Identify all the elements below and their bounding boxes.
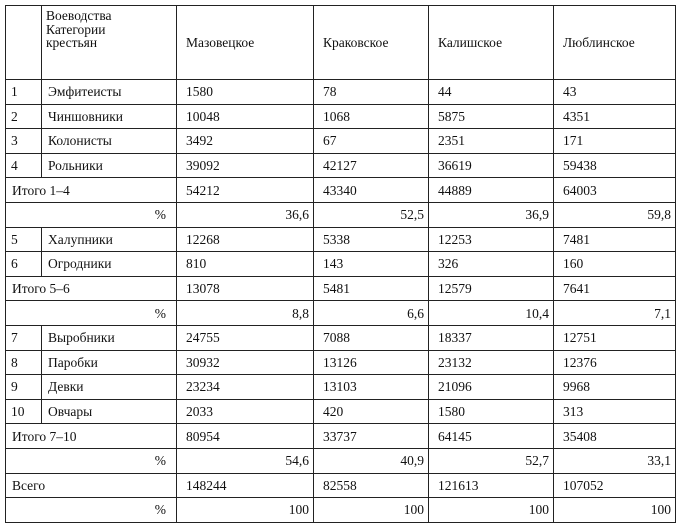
value-cell: 4351 bbox=[554, 104, 676, 129]
value-cell: 12253 bbox=[429, 227, 554, 252]
percent-value-cell: 36,6 bbox=[177, 202, 314, 227]
header-category-cell bbox=[42, 6, 177, 80]
table-row bbox=[6, 80, 676, 105]
value-cell: 2033 bbox=[177, 399, 314, 424]
total-value-cell: 80954 bbox=[177, 424, 314, 449]
value-cell: 23234 bbox=[177, 375, 314, 400]
percent-row bbox=[6, 498, 676, 523]
table-row bbox=[6, 375, 676, 400]
value-cell: 12268 bbox=[177, 227, 314, 252]
category-name: Овчары bbox=[42, 399, 177, 424]
total-value-cell: 44889 bbox=[429, 178, 554, 203]
value-cell: 420 bbox=[314, 399, 429, 424]
percent-value-cell: 52,5 bbox=[314, 202, 429, 227]
category-name: Огродники bbox=[42, 252, 177, 277]
table-body bbox=[6, 80, 676, 523]
value-cell: 5875 bbox=[429, 104, 554, 129]
total-value-cell: 148244 bbox=[177, 473, 314, 498]
value-cell: 44 bbox=[429, 80, 554, 105]
row-number: 8 bbox=[6, 350, 42, 375]
table-row bbox=[6, 325, 676, 350]
percent-value-cell: 7,1 bbox=[554, 301, 676, 326]
value-cell: 39092 bbox=[177, 153, 314, 178]
total-value-cell: 35408 bbox=[554, 424, 676, 449]
total-value-cell: 43340 bbox=[314, 178, 429, 203]
value-cell: 43 bbox=[554, 80, 676, 105]
value-cell: 171 bbox=[554, 129, 676, 154]
value-cell: 10048 bbox=[177, 104, 314, 129]
total-value-cell: 64003 bbox=[554, 178, 676, 203]
percent-value-cell: 52,7 bbox=[429, 448, 554, 473]
value-cell: 313 bbox=[554, 399, 676, 424]
value-cell: 2351 bbox=[429, 129, 554, 154]
table-row bbox=[6, 104, 676, 129]
subtotal-row bbox=[6, 473, 676, 498]
table-row bbox=[6, 252, 676, 277]
total-value-cell: 64145 bbox=[429, 424, 554, 449]
total-value-cell: 13078 bbox=[177, 276, 314, 301]
category-name: Паробки bbox=[42, 350, 177, 375]
table-row bbox=[6, 399, 676, 424]
total-label: Итого 5–6 bbox=[6, 276, 177, 301]
row-number: 2 bbox=[6, 104, 42, 129]
value-cell: 23132 bbox=[429, 350, 554, 375]
header-blank-cell bbox=[6, 6, 42, 80]
header-province: Мазовецкое bbox=[177, 6, 314, 80]
subtotal-row bbox=[6, 178, 676, 203]
row-number: 7 bbox=[6, 325, 42, 350]
percent-value-cell: 40,9 bbox=[314, 448, 429, 473]
percent-row bbox=[6, 202, 676, 227]
header-province: Люблинское bbox=[554, 6, 676, 80]
value-cell: 36619 bbox=[429, 153, 554, 178]
total-value-cell: 107052 bbox=[554, 473, 676, 498]
total-value-cell: 12579 bbox=[429, 276, 554, 301]
category-name: Эмфитеисты bbox=[42, 80, 177, 105]
category-name: Девки bbox=[42, 375, 177, 400]
header-category-line: Категории bbox=[46, 21, 106, 37]
percent-value-cell: 100 bbox=[554, 498, 676, 523]
value-cell: 5338 bbox=[314, 227, 429, 252]
percent-row bbox=[6, 301, 676, 326]
category-name: Выробники bbox=[42, 325, 177, 350]
peasant-categories-table bbox=[5, 5, 676, 523]
value-cell: 30932 bbox=[177, 350, 314, 375]
value-cell: 143 bbox=[314, 252, 429, 277]
percent-value-cell: 8,8 bbox=[177, 301, 314, 326]
percent-value-cell: 100 bbox=[314, 498, 429, 523]
value-cell: 160 bbox=[554, 252, 676, 277]
row-number: 10 bbox=[6, 399, 42, 424]
percent-label: % bbox=[6, 202, 177, 227]
total-value-cell: 121613 bbox=[429, 473, 554, 498]
value-cell: 59438 bbox=[554, 153, 676, 178]
value-cell: 12751 bbox=[554, 325, 676, 350]
table-row bbox=[6, 227, 676, 252]
header-province: Краковское bbox=[314, 6, 429, 80]
subtotal-row bbox=[6, 424, 676, 449]
category-name: Халупники bbox=[42, 227, 177, 252]
percent-value-cell: 100 bbox=[177, 498, 314, 523]
value-cell: 18337 bbox=[429, 325, 554, 350]
value-cell: 1068 bbox=[314, 104, 429, 129]
value-cell: 9968 bbox=[554, 375, 676, 400]
percent-value-cell: 54,6 bbox=[177, 448, 314, 473]
value-cell: 21096 bbox=[429, 375, 554, 400]
value-cell: 13103 bbox=[314, 375, 429, 400]
value-cell: 1580 bbox=[177, 80, 314, 105]
value-cell: 1580 bbox=[429, 399, 554, 424]
total-label: Итого 7–10 bbox=[6, 424, 177, 449]
table-row bbox=[6, 153, 676, 178]
value-cell: 7481 bbox=[554, 227, 676, 252]
percent-label: % bbox=[6, 448, 177, 473]
percent-value-cell: 6,6 bbox=[314, 301, 429, 326]
percent-value-cell: 33,1 bbox=[554, 448, 676, 473]
table-row bbox=[6, 350, 676, 375]
value-cell: 13126 bbox=[314, 350, 429, 375]
row-number: 3 bbox=[6, 129, 42, 154]
row-number: 1 bbox=[6, 80, 42, 105]
table-row bbox=[6, 129, 676, 154]
percent-label: % bbox=[6, 498, 177, 523]
total-value-cell: 5481 bbox=[314, 276, 429, 301]
total-value-cell: 33737 bbox=[314, 424, 429, 449]
percent-value-cell: 36,9 bbox=[429, 202, 554, 227]
category-name: Чиншовники bbox=[42, 104, 177, 129]
header-category-line: крестьян bbox=[46, 35, 98, 50]
row-number: 4 bbox=[6, 153, 42, 178]
row-number: 6 bbox=[6, 252, 42, 277]
total-value-cell: 7641 bbox=[554, 276, 676, 301]
category-name: Колонисты bbox=[42, 129, 177, 154]
header-category-line: Воеводства bbox=[46, 8, 112, 23]
total-value-cell: 82558 bbox=[314, 473, 429, 498]
value-cell: 78 bbox=[314, 80, 429, 105]
header-province: Калишское bbox=[429, 6, 554, 80]
value-cell: 326 bbox=[429, 252, 554, 277]
total-label: Всего bbox=[6, 473, 177, 498]
category-name: Рольники bbox=[42, 153, 177, 178]
value-cell: 67 bbox=[314, 129, 429, 154]
value-cell: 810 bbox=[177, 252, 314, 277]
percent-value-cell: 100 bbox=[429, 498, 554, 523]
percent-row bbox=[6, 448, 676, 473]
percent-value-cell: 10,4 bbox=[429, 301, 554, 326]
header-row bbox=[6, 6, 676, 80]
row-number: 9 bbox=[6, 375, 42, 400]
value-cell: 3492 bbox=[177, 129, 314, 154]
value-cell: 24755 bbox=[177, 325, 314, 350]
total-label: Итого 1–4 bbox=[6, 178, 177, 203]
percent-label: % bbox=[6, 301, 177, 326]
total-value-cell: 54212 bbox=[177, 178, 314, 203]
value-cell: 7088 bbox=[314, 325, 429, 350]
value-cell: 42127 bbox=[314, 153, 429, 178]
value-cell: 12376 bbox=[554, 350, 676, 375]
percent-value-cell: 59,8 bbox=[554, 202, 676, 227]
subtotal-row bbox=[6, 276, 676, 301]
row-number: 5 bbox=[6, 227, 42, 252]
